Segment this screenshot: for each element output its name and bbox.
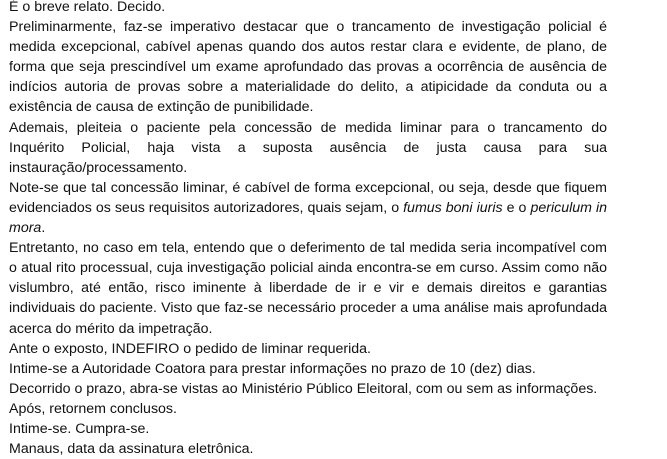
latin-term-periculum: periculum in mora (9, 199, 607, 237)
paragraph-place-date: Manaus, data da assinatura eletrônica. (9, 441, 254, 458)
paragraph-report-closing: É o breve relato. Decido. (9, 0, 166, 15)
requirements-text-end: . (41, 220, 46, 237)
latin-term-fumus: fumus boni iuris (403, 199, 503, 216)
paragraph-ministry: Decorrido o prazo, abra-se vistas ao Ministério Público Eleitoral, com ou sem as informações. (9, 380, 598, 397)
paragraph-preliminary: Preliminarmente, faz-se imperativo destacar que o trancamento de investigação policial é medida excepcional, cabível apenas quando dos autos restar clara e evidente, de plano, de forma que seja prescindível um exame aprofundado das provas a ocorrência de ausência de indícios autoria de provas sobre a materialidade do delito, a atipicidade da conduta ou a existência de causa de extinção de punibilidade. (9, 19, 607, 116)
paragraph-reasoning: Entretanto, no caso em tela, entendo que o deferimento de tal medida seria incompatível com o atual rito processual, cuja investigação policial ainda encontra-se em curso. Assim como não vislumbro, até então, risco iminente à liberdade de ir e vir e demais direitos e garantias individuais do paciente. Visto que faz-se necessário proceder a uma análise mais aprofundada acerca do mérito da impetração. (9, 240, 607, 337)
paragraph-comply: Intime-se. Cumpra-se. (9, 420, 150, 437)
requirements-text-middle: e o (502, 199, 531, 216)
paragraph-return: Após, retornem conclusos. (9, 400, 177, 417)
paragraph-requirements (9, 178, 607, 238)
requirements-text-start: Note-se que tal concessão liminar, é cabível de forma excepcional, ou seja, desde que fiquem evidenciados os seus requisitos autorizadores, quais sejam, o (9, 179, 607, 216)
paragraph-decision: Ante o exposto, INDEFIRO o pedido de liminar requerida. (9, 340, 371, 357)
paragraph-request: Ademais, pleiteia o paciente pela concessão de medida liminar para o trancamento do Inquérito Policial, haja vista a suposta ausência de justa causa para sua instauração/processamento. (9, 119, 607, 176)
paragraph-notify-authority: Intime-se a Autoridade Coatora para prestar informações no prazo de 10 (dez) dias. (9, 360, 536, 377)
